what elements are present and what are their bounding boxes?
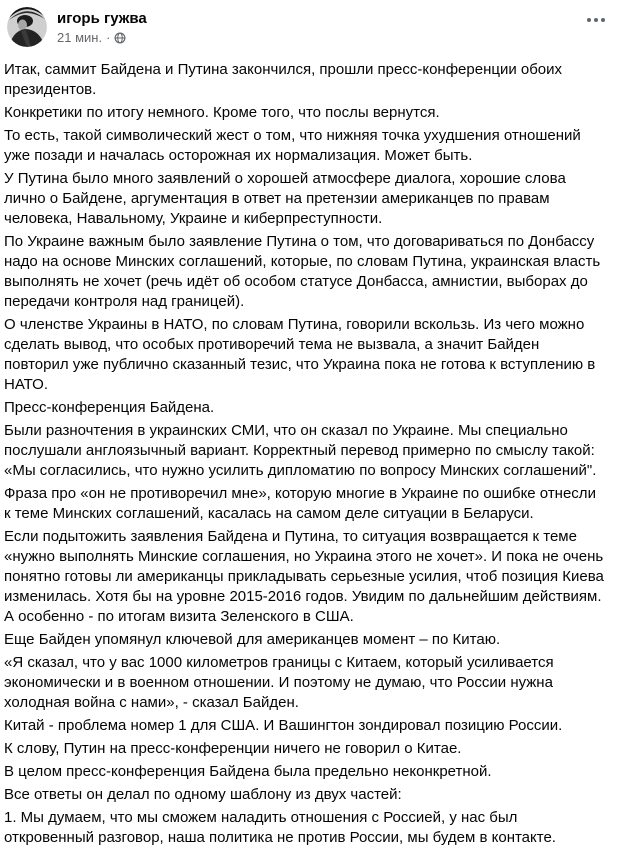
post-paragraph: Итак, саммит Байдена и Путина закончился, прошли пресс-конференции обоих президентов. bbox=[4, 61, 567, 98]
post-paragraph: Фраза про «он не противоречил мне», которую многие в Украине по ошибке отнесли к теме Минских соглашений, касалась на самом деле ситуации в Беларуси. bbox=[4, 485, 601, 522]
separator-dot: · bbox=[106, 30, 111, 45]
timestamp[interactable]: 21 мин. bbox=[57, 30, 103, 45]
ellipsis-dot bbox=[594, 18, 598, 22]
post-paragraph: По Украине важным было заявление Путина о том, что договариваться по Донбассу надо на основе Минских соглашений, которые, по словам Путина, украинская власть выполнять не хочет (речь идёт об особом статусе Донбасса, амнистии, выборах до передачи контроля над границей). bbox=[4, 233, 605, 310]
header-meta bbox=[57, 9, 147, 46]
post-paragraph: Были разночтения в украинских СМИ, что он сказал по Украине. Мы специально послушали англоязычный вариант. Корректный перевод примерно по смыслу такой: «Мы согласились, что нужно усилить дипломатию по вопросу Минских соглашений". bbox=[4, 422, 599, 479]
post-paragraph: То есть, такой символический жест о том, что нижняя точка ухудшения отношений уже позади и началась осторожная их нормализация. Может быть. bbox=[4, 127, 585, 164]
post-paragraph: «Я сказал, что у вас 1000 километров границы с Китаем, который усиливается экономически и в военном отношении. И поэтому не думаю, что России нужна холодная война с нами», - сказал Байден. bbox=[4, 654, 558, 711]
post-paragraph: Конкретики по итогу немного. Кроме того, что послы вернутся. bbox=[4, 104, 440, 121]
post-menu-button[interactable] bbox=[584, 10, 608, 30]
post-meta-line bbox=[57, 30, 147, 46]
post-paragraph: 1. Мы думаем, что мы сможем наладить отношения с Россией, у нас был откровенный разговор, наша политика не против России, мы будем в контакте. bbox=[4, 809, 556, 846]
author-name[interactable]: игорь гужва bbox=[57, 10, 147, 27]
ellipsis-dot bbox=[601, 18, 605, 22]
post-paragraph: У Путина было много заявлений о хорошей атмосфере диалога, хорошие слова лично о Байдене, аргументация в ответ на претензии американцев по правам человека, Навальному, Украине и киберпреступности. bbox=[4, 170, 570, 227]
post-paragraph: В целом пресс-конференция Байдена была предельно неконкретной. bbox=[4, 763, 492, 780]
post-text bbox=[0, 50, 617, 848]
post-paragraph: О членстве Украины в НАТО, по словам Путина, говорили вскользь. Из чего можно сделать вывод, что особых противоречий тема не вызвала, а значит Байден повторил уже публично сказанный тезис, что Украина пока не готова к вступлению в НАТО. bbox=[4, 316, 600, 393]
profile-photo-graphic bbox=[7, 7, 47, 47]
post-paragraph: Еще Байден упомянул ключевой для американцев момент – по Китаю. bbox=[4, 631, 501, 648]
post-paragraph: К слову, Путин на пресс-конференции ничего не говорил о Китае. bbox=[4, 740, 462, 757]
ellipsis-dot bbox=[587, 18, 591, 22]
post-paragraph: Китай - проблема номер 1 для США. И Вашингтон зондировал позицию России. bbox=[4, 717, 563, 734]
globe-icon bbox=[114, 32, 126, 44]
avatar[interactable] bbox=[7, 7, 47, 47]
post-paragraph: Если подытожить заявления Байдена и Путина, то ситуация возвращается к теме «нужно выполнять Минские соглашения, но Украина этого не хочет». И пока не очень понятно готовы ли американцы прикладывать серьезные усилия, чтоб позиция Киева изменилась. Хотя бы на уровне 2015-2016 годов. Увидим по дальнейшим действиям. А особенно - по итогам визита Зеленского в США. bbox=[4, 528, 609, 625]
post-header bbox=[0, 0, 617, 50]
post-paragraph: Все ответы он делал по одному шаблону из двух частей: bbox=[4, 786, 402, 803]
post-paragraph: Пресс-конференция Байдена. bbox=[4, 399, 215, 416]
